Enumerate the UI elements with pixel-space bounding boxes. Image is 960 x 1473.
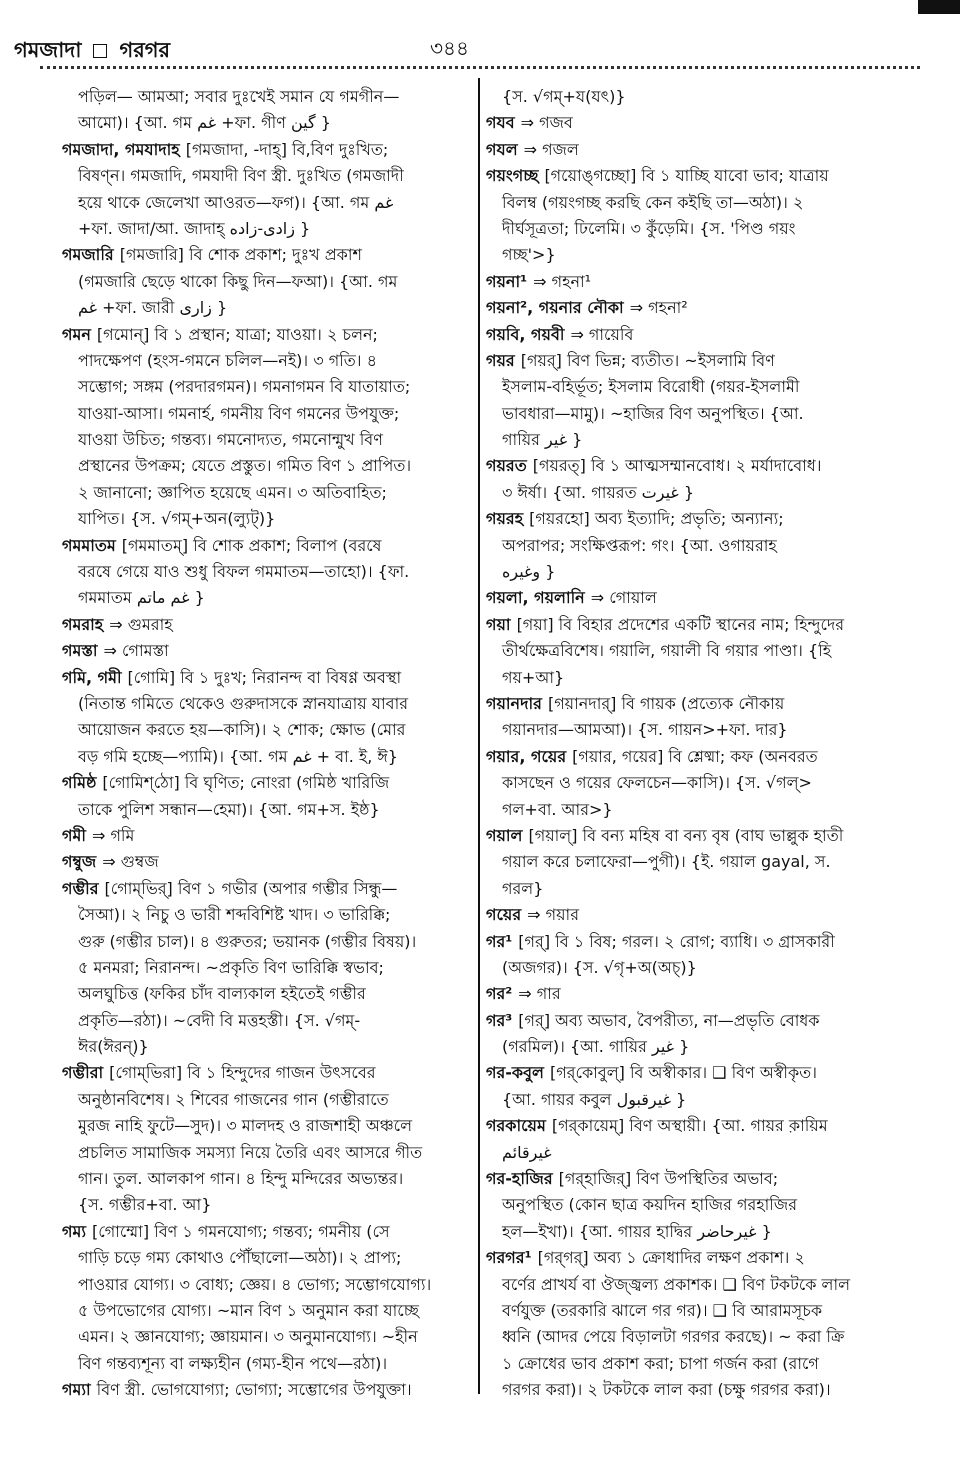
separator-box-icon (93, 44, 107, 58)
definition-text: +ফা. জাদা/আ. জাদাহ্ زادی-زاده } (78, 218, 311, 238)
entry-line (62, 876, 472, 902)
scan-artifact (918, 0, 960, 14)
continuation-line (62, 1324, 472, 1350)
headword: গয়রহ (486, 509, 524, 529)
definition-text: এমন। ২ জ্ঞানযোগ্য; জ্ঞায়মান। ৩ অনুমানযোগ্য। ~হীন (78, 1327, 418, 1347)
entry-line (62, 1060, 472, 1086)
entry-line (486, 929, 926, 955)
headword: গয়না¹ (486, 271, 528, 291)
continuation-line (62, 427, 472, 453)
entry-line (486, 348, 926, 374)
continuation-line (62, 1166, 472, 1192)
continuation-line (486, 1192, 926, 1218)
continuation-line (62, 190, 472, 216)
continuation-line (486, 1272, 926, 1298)
continuation-line (62, 1034, 472, 1060)
definition-text: বিণ গন্তব্যশূন্য বা লক্ষ্যহীন (গম্য-হীন পথে—রঠা)। (78, 1353, 388, 1373)
definition-text: (গমজারি ছেড়ে থাকো কিছু দিন—ফআ)। {আ. গম (78, 271, 398, 291)
headword: গম্য (62, 1221, 87, 1241)
entry-line (486, 1245, 926, 1271)
definition-text: ২ জানানো; জ্ঞাপিত হয়েছে এমন। ৩ অতিবাহিত; (78, 482, 387, 502)
definition-text: [গমজারি] বি শোক প্রকাশ; দুঃখ প্রকাশ (119, 245, 362, 265)
definition-text: গাড়ি চড়ে গম্য কোথাও পৌঁছালো—অঠা)। ২ প্রাপ্য; (78, 1248, 402, 1268)
entry-line (62, 665, 472, 691)
continuation-line (62, 559, 472, 585)
definition-text: গচ্ছ'>} (502, 245, 556, 265)
definition-text: গুরু (গম্ভীর চাল)। ৪ গুরুতর; ভয়ানক (গম্ভীর বিষয়)। (78, 931, 417, 951)
entry-line (486, 137, 926, 163)
headword: গমজারি (62, 245, 114, 265)
entry-line (486, 269, 926, 295)
definition-text: আয়োজন করতে হয়—কাসি)। ২ শোক; ক্ষোভ (মোর (78, 720, 406, 740)
continuation-line (62, 1272, 472, 1298)
definition-text: বর্ণের প্রাখর্য বা ঔজ্জ্বল্য প্রকাশক। ❑ বিণ টকটকে লাল (502, 1274, 851, 1294)
definition-text: ১ ক্রোধের ভাব প্রকাশ করা; চাপা গর্জন করা (রাগে (502, 1353, 819, 1373)
definition-text: তীর্থক্ষেত্রবিশেষ। গয়ালি, গয়ালী বি গয়ার পাণ্ডা। {হি (502, 641, 832, 661)
entry-line (62, 770, 472, 796)
entry-line (486, 823, 926, 849)
definition-text: ⇒ গহনা² (629, 298, 688, 318)
continuation-line (486, 849, 926, 875)
definition-text: [গয়োঙ্‌গচ্ছো] বি ১ যাচ্ছি যাবো ভাব; যাত্রায় (544, 166, 829, 186)
continuation-line (62, 1087, 472, 1113)
definition-text: যাপিত। {স. √গম্+অন(ল্যুট্)} (78, 509, 276, 529)
headword: গমি, গমী (62, 667, 122, 687)
entry-line (486, 612, 926, 638)
continuation-line (62, 216, 472, 242)
definition-text: প্রকৃতি—রঠা)। ~বেদী বি মত্তহস্তী। {স. √গম্- (78, 1010, 361, 1030)
definition-text: ⇒ গুম্বজ (102, 852, 159, 872)
continuation-line (62, 84, 472, 110)
continuation-line (486, 1034, 926, 1060)
continuation-line (62, 110, 472, 136)
definition-text: হল—ইখা)। {আ. গায়র হাদ্বির غیرحاضر } (502, 1221, 772, 1241)
continuation-line (62, 717, 472, 743)
continuation-line (62, 929, 472, 955)
headword: গয়া (486, 614, 511, 634)
definition-text: বর্ণযুক্ত (তরকারি ঝালে গর গর)। ❑ বি আরামসূচক (502, 1300, 823, 1320)
continuation-line (486, 1219, 926, 1245)
entry-line (62, 1377, 472, 1403)
headword: গমজাদা, গমযাদাহ (62, 139, 180, 159)
headword: গয়ংগচ্ছ (486, 166, 539, 186)
headword: গয়না², গয়নার নৌকা (486, 298, 624, 318)
definition-text: [গোম্‌ভির্] বিণ ১ গভীর (অপার গম্ভীর সিন্ধু— (104, 878, 398, 898)
definition-text: [গয়রত্] বি ১ আত্মসম্মানবোধ। ২ মর্যাদাবোধ। (532, 456, 822, 476)
definition-text: তাকে পুলিশ সন্ধান—হেমা)। {আ. গম+স. ইষ্ঠ} (78, 799, 380, 819)
continuation-line (486, 1087, 926, 1113)
continuation-line (486, 427, 926, 453)
left-column (62, 84, 472, 1404)
headword: গমরাহ (62, 614, 104, 634)
definition-text: [গর্] বি ১ বিষ; গরল। ২ রোগ; ব্যাধি। ৩ গ্রাসকারী (518, 931, 835, 951)
continuation-line (486, 955, 926, 981)
entry-line (486, 902, 926, 928)
definition-text: [গোমিশ্‌ঠো] বি ঘৃণিত; নোংরা (গমিষ্ঠ খারিজি (102, 773, 390, 793)
headword: গয়র (486, 350, 515, 370)
definition-text: ⇒ গমি (91, 825, 135, 845)
page-number: ৩৪৪ (430, 36, 469, 60)
right-column (486, 84, 926, 1404)
definition-text: [গর্‌গর্] অব্য ১ ক্রোধাদির লক্ষণ প্রকাশ। ২ (537, 1248, 805, 1268)
last-guide-word: গরগর (119, 38, 171, 62)
entry-line (486, 1113, 926, 1139)
headword: গর³ (486, 1010, 513, 1030)
entry-line (486, 506, 926, 532)
continuation-line (486, 717, 926, 743)
definition-text: [গর্‌কায়েম্] বিণ অস্থায়ী। {আ. গায়র ক়ায়িম (551, 1116, 828, 1136)
continuation-line (486, 84, 926, 110)
continuation-line (62, 480, 472, 506)
entry-line (486, 1166, 926, 1192)
definition-text: দীর্ঘসূত্রতা; ঢিলেমি। ৩ কুঁড়েমি। {স. 'পিণ্ড গয়ং (502, 218, 796, 238)
entry-line (486, 1060, 926, 1086)
definition-text: [গয়র্] বিণ ভিন্ন; ব্যতীত। ~ইসলামি বিণ (520, 350, 775, 370)
definition-text: {স. √গম্+য(যৎ)} (502, 87, 626, 106)
definition-text: প্রস্থানের উপক্রম; যেতে প্রস্তুত। গমিত বিণ ১ প্রাপিত। (78, 456, 412, 476)
continuation-line (62, 1192, 472, 1218)
entry-line (62, 612, 472, 638)
definition-text: আমো)। {আ. গম غم +ফা. গীণ گین } (78, 113, 331, 133)
definition-text: প্রচলিত সামাজিক সমস্যা নিয়ে তৈরি এবং আসরে গীত (78, 1142, 423, 1162)
entry-line (62, 849, 472, 875)
definition-text: অনুপস্থিত (কোন ছাত্র কয়দিন হাজির গরহাজির (502, 1195, 797, 1215)
continuation-line (486, 374, 926, 400)
definition-text: [গর্] অব্য অভাব, বৈপরীত্য, না—প্রভৃতি বোধক (518, 1010, 820, 1030)
definition-text: যাওয়া উচিত; গন্তব্য। গমনোদ্যত, গমনোন্মুখ বিণ (78, 430, 383, 450)
definition-text: পাদক্ষেপণ (হংস-গমনে চলিল—নই)। ৩ গতি। ৪ (78, 350, 377, 370)
continuation-line (486, 401, 926, 427)
definition-text: ⇒ গোয়াল (590, 588, 657, 608)
entry-line (486, 744, 926, 770)
definition-text: ⇒ গায়েবি (570, 324, 634, 344)
definition-text: [গয়ার, গয়ের] বি শ্লেষ্মা; কফ (অনবরত (572, 746, 818, 766)
continuation-line (62, 955, 472, 981)
continuation-line (62, 1245, 472, 1271)
entry-line (486, 981, 926, 1007)
entry-line (62, 322, 472, 348)
definition-text: ⇒ গহনা¹ (533, 271, 592, 291)
definition-text: [গর্‌কোবুল্] বি অস্বীকার। ❑ বিণ অস্বীকৃত। (549, 1063, 817, 1083)
continuation-line (486, 216, 926, 242)
entry-line (62, 137, 472, 163)
continuation-line (486, 770, 926, 796)
definition-text: [গয়াল্] বি বন্য মহিষ বা বন্য বৃষ (বাঘ ভাল্লুক হাতী (528, 825, 844, 845)
definition-text: [গোম্মো] বিণ ১ গমনযোগ্য; গন্তব্য; গমনীয় (সে (92, 1221, 390, 1241)
continuation-line (62, 401, 472, 427)
definition-text: [গয়ানদার্] বি গায়ক (প্রত্যেক নৌকায় (547, 693, 785, 713)
definition-text: বিণ স্ত্রী. ভোগযোগ্যা; ভোগ্যা; সম্ভোগের উপযুক্তা। (96, 1380, 412, 1400)
continuation-line (62, 902, 472, 928)
definition-text: বিলম্ব (গয়ংগচ্ছ করছি কেন কইছি তা—অঠা)। ২ (502, 192, 804, 212)
headword: গমন (62, 324, 91, 344)
entry-line (486, 163, 926, 189)
continuation-line (486, 876, 926, 902)
definition-text: [গর্‌হাজির্] বিণ উপস্থিতির অভাব; (558, 1169, 779, 1189)
headword: গযব (486, 113, 515, 133)
definition-text: গরগর করা)। ২ টকটকে লাল করা (চক্ষু গরগর করা)। (502, 1380, 831, 1400)
definition-text: ইসলাম-বহির্ভূত; ইসলাম বিরোধী (গয়র-ইসলামী (502, 377, 800, 397)
entry-line (486, 295, 926, 321)
definition-text: গল+বা. আর>} (502, 799, 613, 819)
continuation-line (486, 190, 926, 216)
definition-text: অনুষ্ঠানবিশেষ। ২ শিবের গাজনের গান (গম্ভীরাতে (78, 1089, 389, 1109)
definition-text: বিষণ্ন। গমজাদি, গমযাদী বিণ স্ত্রী. দুঃখিত (গমজাদী (78, 166, 404, 186)
headword: গয়ার, গয়ের (486, 746, 567, 766)
entry-line (62, 242, 472, 268)
definition-text: বরষে গেয়ে যাও শুধু বিফল গমমাতম—তাহো)। {ফা. (78, 562, 410, 582)
headword: গমমাতম (62, 535, 116, 555)
continuation-line (62, 1008, 472, 1034)
continuation-line (62, 295, 472, 321)
headword: গমিষ্ঠ (62, 773, 97, 793)
definition-text: ভাবধারা—মামু)। ~হাজির বিণ অনুপস্থিত। {আ. (502, 403, 804, 423)
continuation-line (62, 797, 472, 823)
definition-text: পড়িল— আমআ; সবার দুঃখেই সমান যে গমগীন— (78, 87, 400, 106)
continuation-line (486, 665, 926, 691)
continuation-line (62, 981, 472, 1007)
continuation-line (62, 269, 472, 295)
headword: গয়রত (486, 456, 527, 476)
definition-text: [গোম্‌ভিরা] বি ১ হিন্দুদের গাজন উৎসবের (109, 1063, 376, 1083)
continuation-line (62, 348, 472, 374)
entry-line (486, 322, 926, 348)
definition-text: গয়+আ} (502, 667, 565, 687)
definition-text: বড় গমি হচ্ছে—প্যামি)। {আ. গম غم + বা. ই, ঈ} (78, 746, 398, 766)
continuation-line (62, 1113, 472, 1139)
continuation-line (486, 480, 926, 506)
definition-text: গমমাতম غم ماتم } (78, 588, 205, 608)
definition-text: অলঘুচিত্ত (ফকির চাঁদ বাল্যকাল হইতেই গম্ভীর (78, 984, 366, 1004)
definition-text: যাওয়া-আসা। গমনার্হ, গমনীয় বিণ গমনের উপযুক্ত; (78, 403, 400, 423)
header-rule (40, 66, 920, 69)
headword: গম্ভীরা (62, 1063, 104, 1083)
definition-text: সৈআ)। ২ নিচু ও ভারী শব্দবিশিষ্ট খাদ। ৩ ভারিক্কি; (78, 905, 391, 925)
headword: গম্ভীর (62, 878, 99, 898)
headword: গয়লা, গয়লানি (486, 588, 585, 608)
definition-text: [গয়া] বি বিহার প্রদেশের একটি স্থানের নাম; হিন্দুদের (516, 614, 845, 634)
entry-line (62, 1219, 472, 1245)
definition-text: গয়াল করে চলাফেরা—পুগী)। {ই. গয়াল gayal, স. (502, 852, 831, 872)
definition-text: (নিতান্ত গমিতে থেকেও গুরুদাসকে স্নানযাত্রায় যাবার (78, 693, 409, 713)
headword: গয়বি, গয়বী (486, 324, 565, 344)
continuation-line (486, 559, 926, 585)
continuation-line (486, 1140, 926, 1166)
definition-text: ধ্বনি (আদর পেয়ে বিড়ালটা গরগর করছে)। ~ করা ক্রি (502, 1327, 845, 1347)
continuation-line (486, 797, 926, 823)
definition-text: {আ. গায়র কবুল غیرقبول } (502, 1089, 687, 1109)
entry-line (62, 533, 472, 559)
definition-text: غم +ফা. জারী زاری } (78, 298, 228, 318)
entry-line (486, 110, 926, 136)
headword: গরগর¹ (486, 1248, 532, 1268)
definition-text: পাওয়ার যোগ্য। ৩ বোধ্য; জ্ঞেয়। ৪ ভোগ্য; সম্ভোগযোগ্য। (78, 1274, 432, 1294)
headword: গমী (62, 825, 86, 845)
continuation-line (486, 242, 926, 268)
definition-text: وغیره } (502, 562, 556, 582)
definition-text: (অজগর)। {স. √গৃ+অ(অচ্)} (502, 957, 697, 977)
definition-text: [গমমাতম্] বি শোক প্রকাশ; বিলাপ (বরষে (121, 535, 382, 555)
continuation-line (62, 691, 472, 717)
headword: গর² (486, 984, 513, 1004)
entry-line (62, 823, 472, 849)
continuation-line (62, 744, 472, 770)
entry-line (486, 585, 926, 611)
definition-text: [গোমি] বি ১ দুঃখ; নিরানন্দ বা বিষণ্ণ অবস্থা (127, 667, 402, 687)
definition-text: ⇒ গজল (523, 139, 579, 159)
definition-text: [গমোন্] বি ১ প্রস্থান; যাত্রা; যাওয়া। ২ চলন; (96, 324, 378, 344)
continuation-line (62, 506, 472, 532)
definition-text: (গরমিল)। {আ. গায়ির غیر } (502, 1037, 690, 1057)
continuation-line (62, 1298, 472, 1324)
headword: গরকায়েম (486, 1116, 546, 1136)
continuation-line (486, 638, 926, 664)
entry-line (486, 453, 926, 479)
headword: গর¹ (486, 931, 513, 951)
column-divider (478, 78, 480, 1394)
headword: গয়ানদার (486, 693, 542, 713)
headword: গয়াল (486, 825, 523, 845)
continuation-line (486, 1377, 926, 1403)
continuation-line (62, 585, 472, 611)
headword: গর-কবুল (486, 1063, 544, 1083)
definition-text: কাসছেন ও গয়ের ফেলচেন—কাসি)। {স. √গল্> (502, 773, 812, 793)
first-guide-word: গমজাদা (14, 38, 82, 62)
definition-text: ঈর(ঈরন্)} (78, 1037, 149, 1057)
definition-text: [গমজাদা, -দাহ্] বি,বিণ দুঃখিত; (185, 139, 389, 159)
headword: গয়ের (486, 905, 522, 925)
definition-text: ৫ মনমরা; নিরানন্দ। ~প্রকৃতি বিণ ভারিক্কি স্বভাব; (78, 957, 384, 977)
definition-text: ⇒ গোমস্তা (103, 641, 169, 661)
definition-text: ⇒ গুমরাহ (109, 614, 173, 634)
continuation-line (62, 1140, 472, 1166)
continuation-line (62, 453, 472, 479)
entry-line (486, 1008, 926, 1034)
definition-text: সম্ভোগ; সঙ্গম (পরদারগমন)। গমনাগমন বি যাতায়াত; (78, 377, 411, 397)
headword: গম্বুজ (62, 852, 97, 872)
definition-text: ⇒ গজব (520, 113, 573, 133)
definition-text: হয়ে থাকে জেলেখা আওরত—ফগ)। {আ. গম غم (78, 192, 394, 212)
continuation-line (486, 533, 926, 559)
definition-text: গায়ির غیر } (502, 430, 583, 450)
continuation-line (62, 374, 472, 400)
definition-text: ৩ ঈর্ষা। {আ. গায়রত غیرت } (502, 482, 695, 502)
definition-text: গান। তুল. আলকাপ গান। ৪ হিন্দু মন্দিরের অভ্যন্তর। (78, 1169, 404, 1189)
continuation-line (62, 163, 472, 189)
headword: গযল (486, 139, 518, 159)
definition-text: ⇒ গার (518, 984, 561, 1004)
continuation-line (486, 1324, 926, 1350)
definition-text: গরল} (502, 878, 544, 898)
definition-text: মুরজ নাহি ফুটে—সুদ)। ৩ মালদহ ও রাজশাহী অঞ্চলে (78, 1116, 413, 1136)
running-header (14, 34, 170, 69)
headword: গমস্তা (62, 641, 98, 661)
continuation-line (486, 1351, 926, 1377)
entry-line (62, 638, 472, 664)
headword: গর-হাজির (486, 1169, 553, 1189)
definition-text: غیرقائم (502, 1142, 552, 1162)
definition-text: ⇒ গয়ার (527, 905, 580, 925)
definition-text: {স. গম্ভীর+বা. আ} (78, 1195, 212, 1215)
definition-text: [গয়রহো] অব্য ইত্যাদি; প্রভৃতি; অন্যান্য; (529, 509, 784, 529)
entry-line (486, 691, 926, 717)
continuation-line (486, 1298, 926, 1324)
definition-text: গয়ানদার—আমআ)। {স. গায়ন>+ফা. দার} (502, 720, 788, 740)
headword: গম্যা (62, 1380, 91, 1400)
definition-text: ৫ উপভোগের যোগ্য। ~মান বিণ ১ অনুমান করা যাচ্ছে (78, 1300, 419, 1320)
continuation-line (62, 1351, 472, 1377)
definition-text: অপরাপর; সংক্ষিপ্তরূপ: গং। {আ. ওগায়রাহ (502, 535, 777, 555)
